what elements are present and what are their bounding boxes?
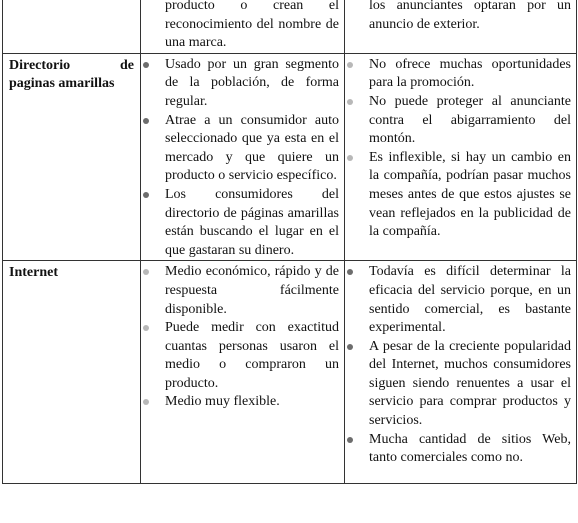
bullet-text: No ofrece muchas oportunidades para la promoción. — [369, 56, 571, 91]
bullet-dot-icon — [347, 344, 353, 350]
bullet-item — [345, 338, 576, 431]
table-row-continued — [3, 0, 577, 53]
bullet-text: Atrae a un consumidor auto seleccionado que ya esta en el mercado y que quiere un producto o servicio específico. — [165, 112, 339, 184]
disadvantages-cell — [345, 261, 577, 484]
medium-title — [3, 53, 141, 261]
advantages-list — [141, 263, 344, 412]
bullet-text: A pesar de la creciente popularidad del Internet, muchos consumidores siguen siendo renuentes a usar el servicio para comprar productos y servicios. — [369, 338, 571, 429]
bullet-item — [345, 93, 576, 149]
advantages-cell — [141, 0, 345, 53]
disadvantages-cell — [345, 53, 577, 261]
bullet-dot-icon — [143, 269, 149, 275]
medium-title: Internet — [3, 261, 141, 484]
bullet-text: Es inflexible, si hay un cambio en la compañía, podrían pasar muchos meses antes de que estos ajustes se vean reflejados en la publicidad de la compañía. — [369, 149, 571, 240]
bullet-item — [141, 263, 344, 319]
disadvantages-continued-text: los anunciantes optaran por un anuncio de exterior. — [369, 0, 571, 32]
bullet-item — [345, 263, 576, 337]
advantages-list — [141, 56, 344, 261]
medium-cell — [3, 0, 141, 53]
bullet-item — [345, 149, 576, 242]
table-row-yellow-pages — [3, 53, 577, 261]
medium-title-line-2: paginas amarillas — [9, 75, 115, 91]
disadvantages-list — [345, 263, 576, 468]
bullet-item — [141, 319, 344, 393]
bullet-dot-icon — [143, 118, 149, 124]
bullet-text: Puede medir con exactitud cuantas personas usaron el medio o compraron un producto. — [165, 320, 339, 391]
bullet-text: Los consumidores del directorio de páginas amarillas están buscando el lugar en el que gastaran su dinero. — [165, 186, 339, 258]
advantages-cell — [141, 261, 345, 484]
bullet-text: No puede proteger al anunciante contra el abigarramiento del montón. — [369, 93, 571, 147]
table-row-internet — [3, 261, 577, 484]
bullet-text: Todavía es difícil determinar la eficacia del servicio porque, en un sentido comercial, es bastante experimental. — [369, 264, 571, 336]
disadvantages-list — [345, 56, 576, 242]
bullet-item — [141, 393, 344, 412]
bullet-item — [141, 112, 344, 186]
bullet-item — [141, 186, 344, 260]
bullet-dot-icon — [347, 269, 353, 275]
bullet-text: Medio económico, rápido y de respuesta fácilmente disponible. — [165, 264, 339, 317]
media-comparison-table — [2, 0, 577, 484]
bullet-dot-icon — [143, 192, 149, 198]
bullet-dot-icon — [347, 437, 353, 443]
medium-title-word-2: de — [120, 57, 134, 73]
bullet-dot-icon — [143, 399, 149, 405]
disadvantages-cell — [345, 0, 577, 53]
advantages-continued-text: producto o crean el reconocimiento del nombre de una marca. — [165, 0, 339, 51]
bullet-item — [345, 431, 576, 468]
bullet-item — [141, 56, 344, 112]
bullet-text: Medio muy flexible. — [165, 394, 280, 410]
bullet-item — [345, 56, 576, 93]
bullet-text: Usado por un gran segmento de la población, de forma regular. — [165, 56, 339, 109]
bullet-dot-icon — [347, 62, 353, 68]
bullet-dot-icon — [143, 62, 149, 68]
advantages-cell — [141, 53, 345, 261]
bullet-dot-icon — [347, 155, 353, 161]
medium-title-word-1: Directorio — [9, 57, 71, 73]
bullet-dot-icon — [143, 325, 149, 331]
bullet-dot-icon — [347, 99, 353, 105]
bullet-text: Mucha cantidad de sitios Web, tanto comerciales como no. — [369, 431, 571, 466]
